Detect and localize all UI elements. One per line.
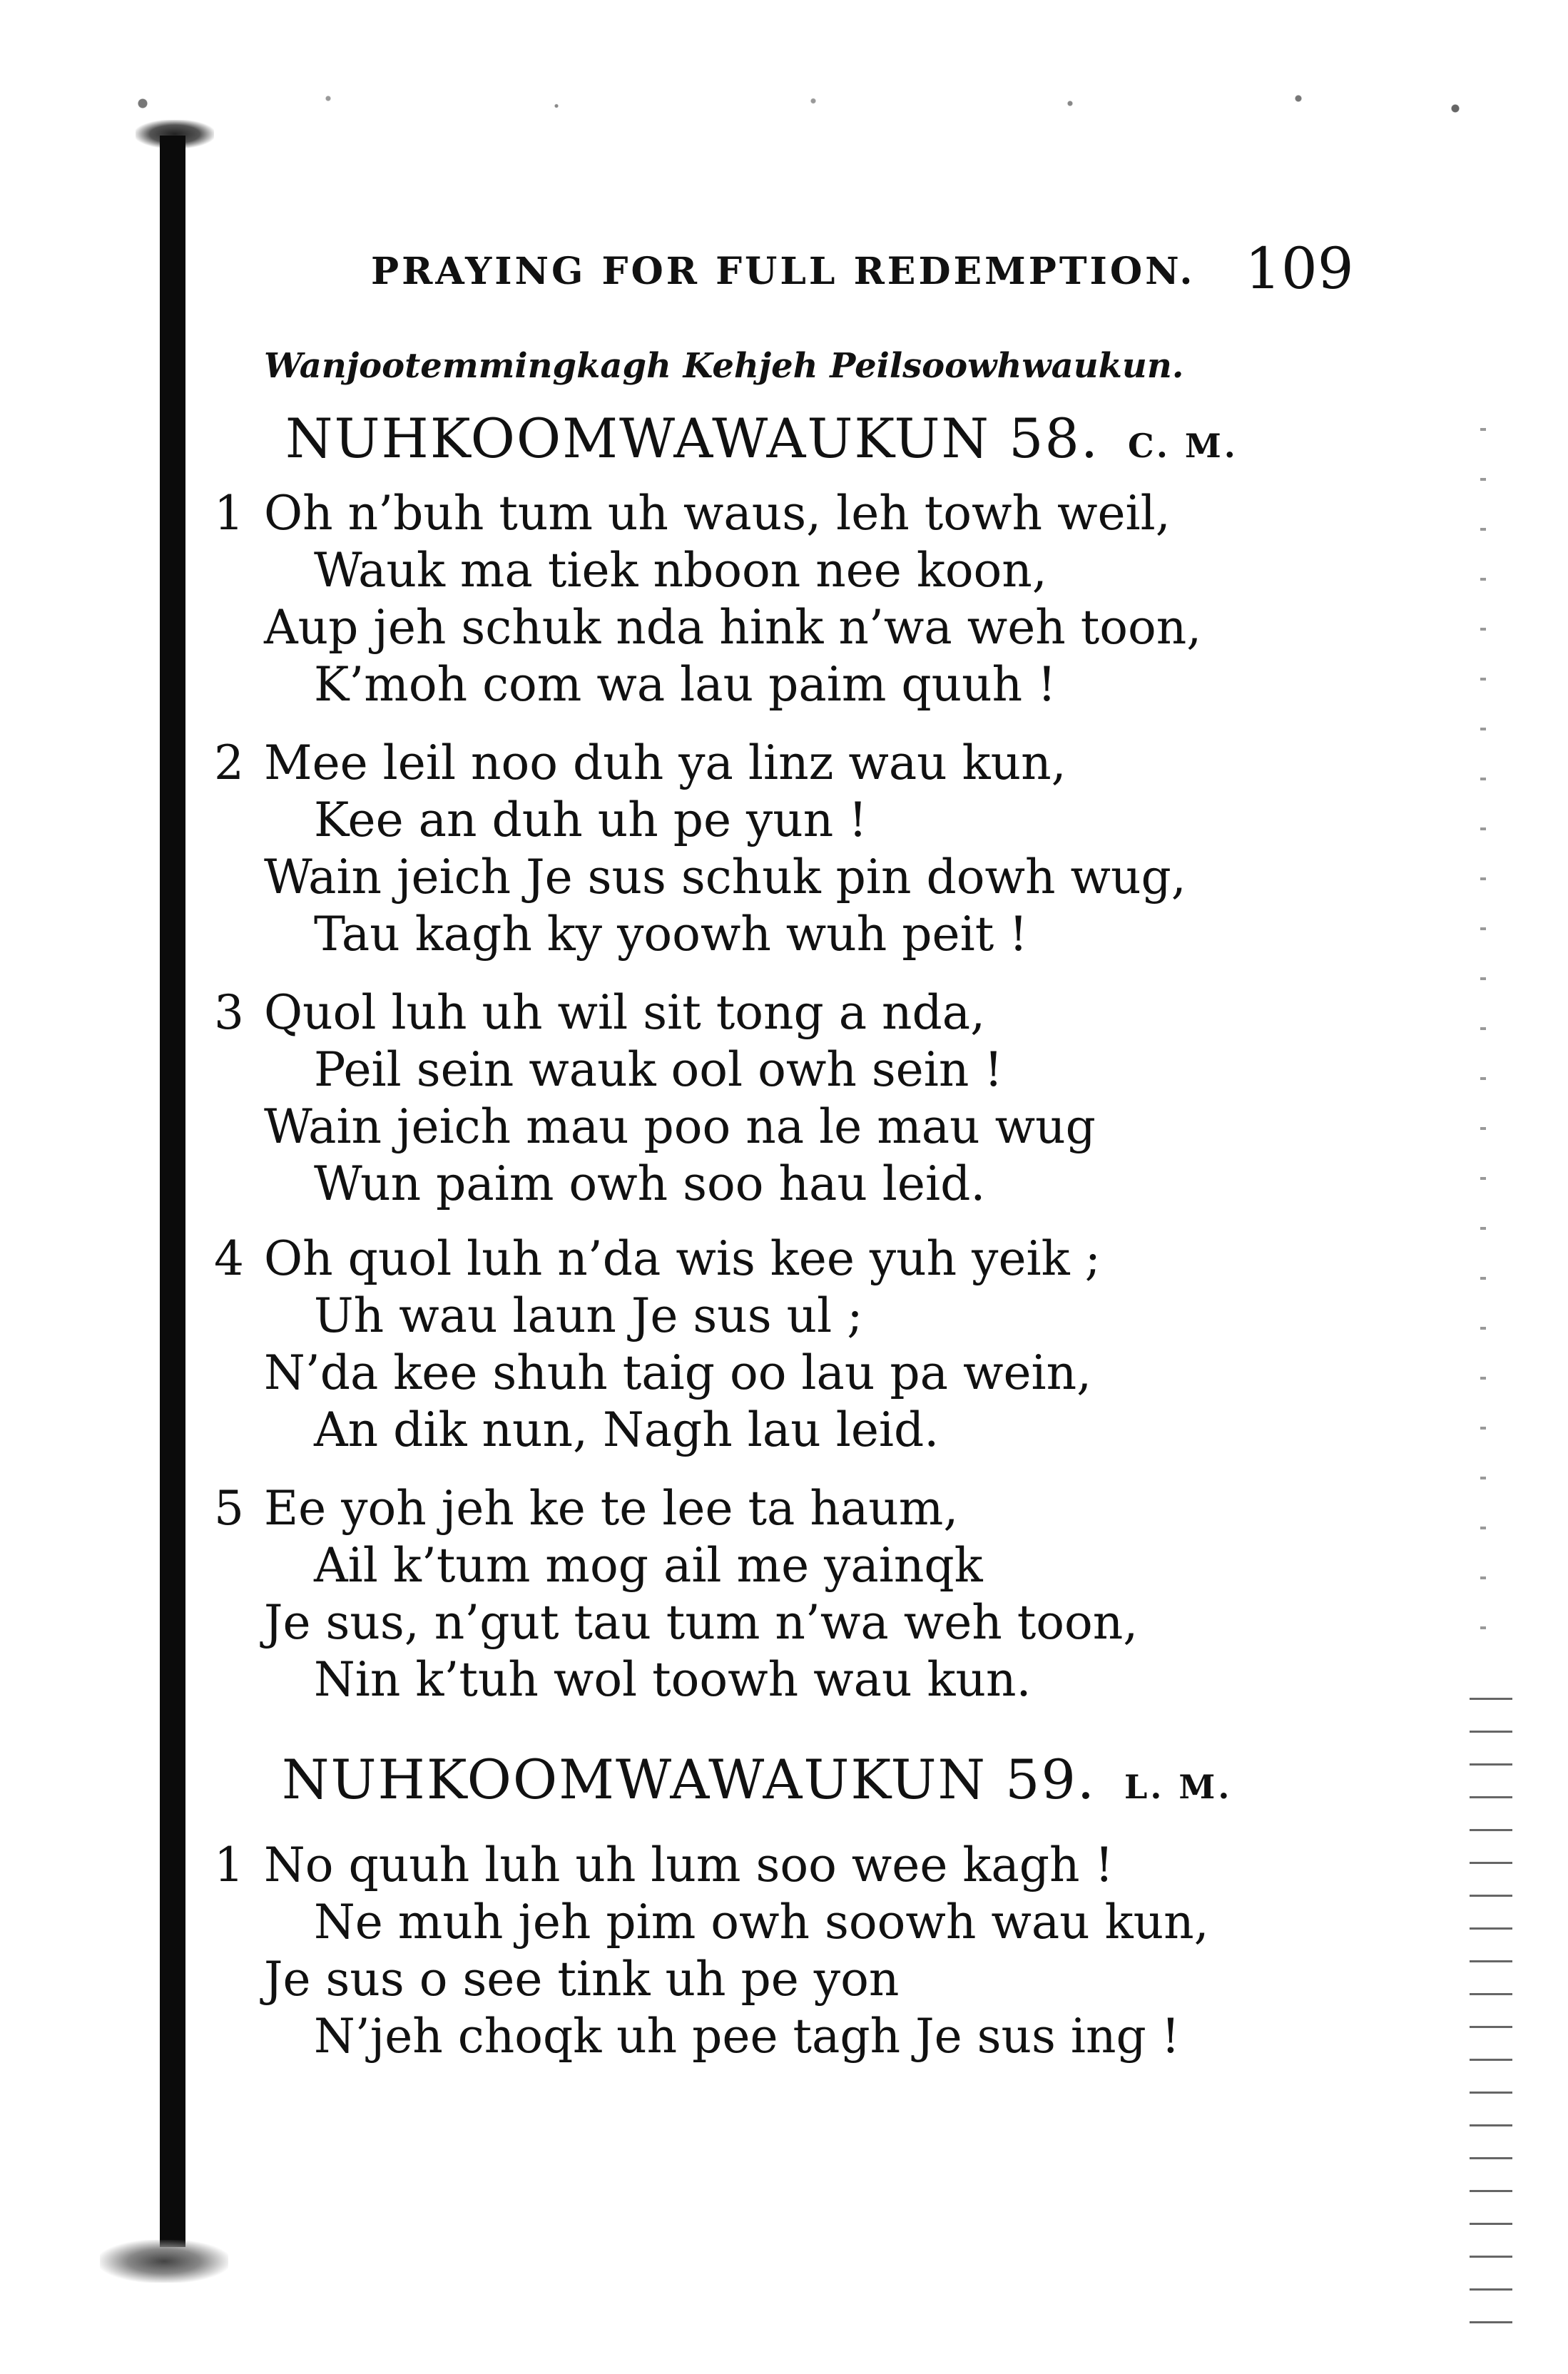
verse-line: Kee an duh uh pe yun ! [314,793,867,847]
hymn-58-stanza-2 [214,735,1284,963]
verse-line: Oh quol luh n’da wis kee yuh yeik ; [264,1231,1101,1286]
hymn-59-heading [282,1748,1232,1811]
verse-line: Wun paim owh soo hau leid. [314,1156,986,1211]
stanza-number: 1 [214,486,244,541]
stanza-number: 1 [214,1838,244,1892]
stanza-number: 3 [214,985,244,1040]
page-number: 109 [1245,235,1354,302]
running-title: PRAYING FOR FULL REDEMPTION. [371,250,1196,293]
binding-spine [160,136,185,2247]
verse-line: Mee leil noo duh ya linz wau kun, [264,735,1066,790]
hymn-title: NUHKOOMWAWAUKUN 58. [285,407,1100,470]
verse-line: Peil sein wauk ool owh sein ! [314,1042,1003,1097]
top-edge-blemishes [71,78,1498,128]
hymn-title: NUHKOOMWAWAUKUN 59. [282,1748,1096,1811]
hymn-58-stanza-3 [214,984,1284,1213]
verse-line: Nin k’tuh wol toowh wau kun. [314,1652,1032,1707]
hymn-58-stanza-5 [214,1480,1284,1708]
hymn-58-stanza-1 [214,485,1284,713]
right-edge-marks [1480,428,1486,1641]
verse-line: Ail k’tum mog ail me yainqk [314,1538,983,1593]
verse-line: Ee yoh jeh ke te lee ta haum, [264,1481,959,1536]
running-header [371,235,1370,300]
right-edge-ruler-marks [1470,1698,1512,2340]
verse-line: An dik nun, Nagh lau leid. [314,1402,940,1457]
verse-line: N’jeh choqk uh pee tagh Je sus ing ! [314,2009,1181,2064]
verse-line: Je sus o see tink uh pe yon [264,1952,900,2007]
verse-line: N’da kee shuh taig oo lau pa wein, [264,1345,1092,1400]
verse-line: Je sus, n’gut tau tum n’wa weh toon, [264,1595,1139,1650]
hymn-58-stanza-4 [214,1231,1284,1459]
section-subtitle: Wanjootemmingkagh Kehjeh Peilsoowhwaukun. [264,346,1184,386]
hymn-meter: L. M. [1124,1768,1233,1806]
verse-line: Wauk ma tiek nboon nee koon, [314,543,1047,598]
verse-line: Wain jeich Je sus schuk pin dowh wug, [264,850,1186,905]
hymn-meter: C. M. [1128,427,1238,465]
spine-bottom-smudge [100,2240,228,2283]
stanza-number: 2 [214,735,244,790]
verse-line: Tau kagh ky yoowh wuh peit ! [314,907,1028,962]
verse-line: K’moh com wa lau paim quuh ! [314,657,1057,712]
verse-line: Aup jeh schuk nda hink n’wa weh toon, [264,600,1202,655]
verse-line: Quol luh uh wil sit tong a nda, [264,985,986,1040]
stanza-number: 5 [214,1481,244,1536]
hymn-58-heading [285,407,1238,470]
hymn-59-stanza-1 [214,1837,1284,2065]
verse-line: Ne muh jeh pim owh soowh wau kun, [314,1895,1209,1950]
stanza-number: 4 [214,1231,244,1286]
verse-line: Wain jeich mau poo na le mau wug [264,1099,1096,1154]
verse-line: No quuh luh uh lum soo wee kagh ! [264,1838,1114,1892]
verse-line: Oh n’buh tum uh waus, leh towh weil, [264,486,1171,541]
verse-line: Uh wau laun Je sus ul ; [314,1288,863,1343]
